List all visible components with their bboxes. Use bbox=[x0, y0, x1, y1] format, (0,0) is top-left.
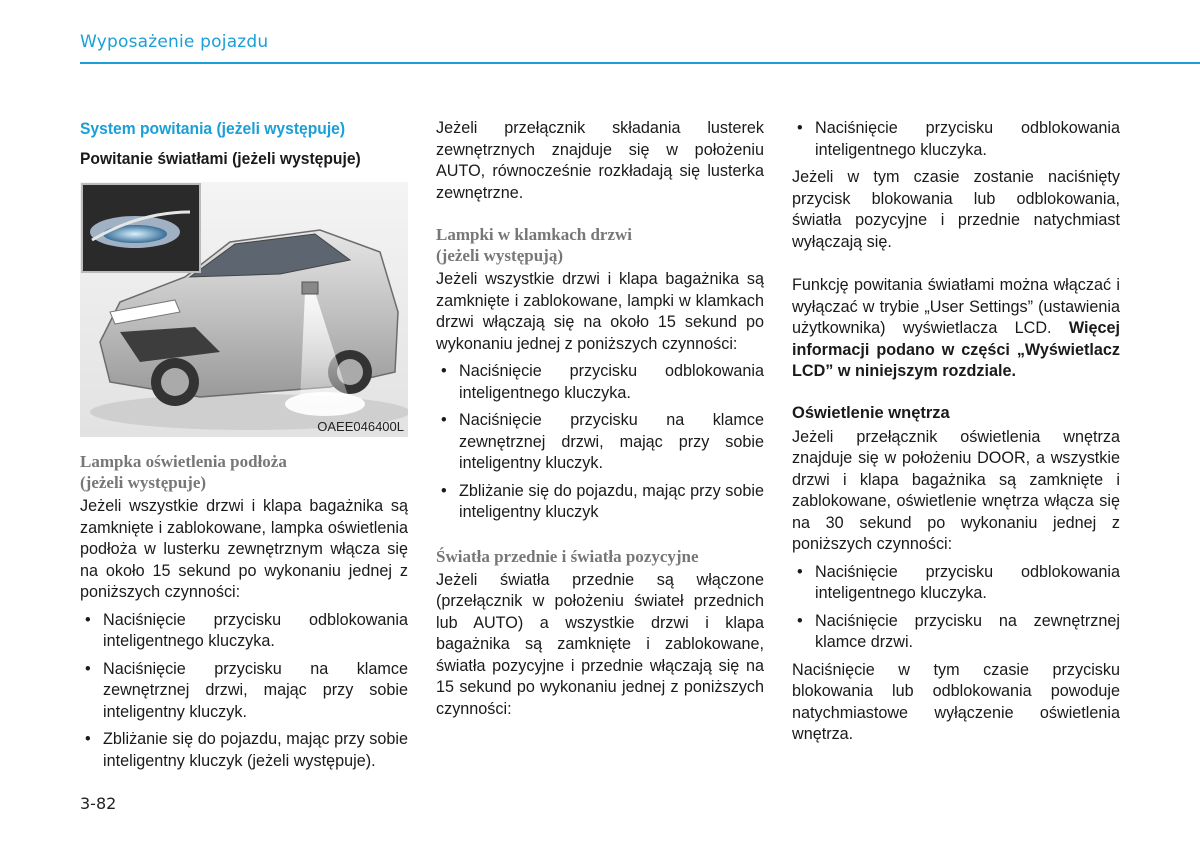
subsection-title: Powitanie światłami (jeżeli występuje) bbox=[80, 149, 361, 168]
bullet-list bbox=[80, 610, 408, 773]
list-item: • Naciśnięcie przycisku na zewnętrznej klamce drzwi. bbox=[792, 611, 1120, 654]
paragraph-text: Funkcję powitania światłami można włączać i wyłączać w trybie „User Settings” (ustawienia użytkownika) wyświetlacza LCD. bbox=[792, 276, 1120, 337]
subheading-puddle-lamp bbox=[80, 451, 408, 493]
subheading-interior-light: Oświetlenie wnętrza bbox=[792, 403, 950, 422]
paragraph: Jeżeli w tym czasie zostanie naciśnięty przycisk blokowania lub odblokowania, światła pozycyjne i przednie natychmiast wyłączają się. bbox=[792, 168, 1120, 251]
paragraph: Jeżeli wszystkie drzwi i klapa bagażnika są zamknięte i zablokowane, lampki w klamkach drzwi włączają się na około 15 sekund po wykonaniu jednej z poniższych czynności: bbox=[436, 270, 764, 353]
subheading-door-handle-lamps bbox=[436, 224, 764, 266]
list-item: • Naciśnięcie przycisku odblokowania inteligentnego kluczyka. bbox=[792, 562, 1120, 605]
subheading-line: (jeżeli występuje) bbox=[80, 473, 207, 492]
list-item: • Naciśnięcie przycisku odblokowania inteligentnego kluczyka. bbox=[792, 118, 1120, 161]
list-item: • Naciśnięcie przycisku na klamce zewnętrznej drzwi, mając przy sobie inteligentny kluczyk. bbox=[436, 410, 764, 475]
section-title: System powitania (jeżeli występuje) bbox=[80, 119, 346, 138]
bullet-list bbox=[436, 361, 764, 524]
column-2 bbox=[436, 118, 764, 720]
column-1 bbox=[80, 118, 408, 778]
welcome-light-illustration bbox=[80, 182, 408, 437]
paragraph: Jeżeli wszystkie drzwi i klapa bagażnika są zamknięte i zablokowane, lampka oświetlenia podłoża w lusterku zewnętrznym włącza się na około 15 sekund po wykonaniu jednej z poniższych czynności: bbox=[80, 497, 408, 601]
reference-note: Więcej informacji podano w części „Wyświetlacz LCD” w niniejszym rozdziale. bbox=[792, 319, 1120, 380]
paragraph: Naciśnięcie w tym czasie przycisku blokowania lub odblokowania powoduje natychmiastowe wyłączenie oświetlenia wnętrza. bbox=[792, 660, 1120, 743]
paragraph: Jeżeli światła przednie są włączone (przełącznik w położeniu świateł przednich lub AUTO) a wszystkie drzwi i klapa bagażnika są zamknięte i zablokowane, światła pozycyjne i przednie włączają się na 15 sekund po wykonaniu jednej z poniższych czynności: bbox=[436, 570, 764, 718]
paragraph: Jeżeli przełącznik oświetlenia wnętrza znajduje się w położeniu DOOR, a wszystkie drzwi i klapa bagażnika są zamknięte i zablokowane, oświetlenie wnętrza włącza się na 30 sekund po wykonaniu jednej z poniższych czynności: bbox=[792, 427, 1120, 553]
list-item: • Zbliżanie się do pojazdu, mając przy sobie inteligentny kluczyk bbox=[436, 481, 764, 524]
subheading-headlamps: Światła przednie i światła pozycyjne bbox=[436, 546, 699, 566]
paragraph-with-reference bbox=[792, 275, 1120, 383]
subheading-line: (jeżeli występują) bbox=[436, 246, 563, 265]
bullet-list bbox=[792, 118, 1120, 161]
header-rule bbox=[80, 62, 1200, 64]
bullet-list bbox=[792, 562, 1120, 654]
page-number: 3-82 bbox=[80, 794, 117, 813]
column-3 bbox=[792, 118, 1120, 746]
car-puddle-lamp-image bbox=[80, 182, 408, 437]
paragraph: Jeżeli przełącznik składania lusterek zewnętrznych znajduje się w położeniu AUTO, równocześnie rozkładają się lusterka zewnętrzne. bbox=[436, 119, 764, 202]
list-item: • Naciśnięcie przycisku na klamce zewnętrznej drzwi, mając przy sobie inteligentny kluczyk. bbox=[80, 659, 408, 724]
figure-caption: OAEE046400L bbox=[317, 419, 404, 434]
list-item: • Naciśnięcie przycisku odblokowania inteligentnego kluczyka. bbox=[80, 610, 408, 653]
subheading-line: Lampka oświetlenia podłoża bbox=[80, 452, 287, 471]
section-header-title: Wyposażenie pojazdu bbox=[80, 32, 269, 52]
subheading-line: Lampki w klamkach drzwi bbox=[436, 225, 632, 244]
list-item: • Naciśnięcie przycisku odblokowania inteligentnego kluczyka. bbox=[436, 361, 764, 404]
list-item: • Zbliżanie się do pojazdu, mając przy sobie inteligentny kluczyk (jeżeli występuje). bbox=[80, 729, 408, 772]
